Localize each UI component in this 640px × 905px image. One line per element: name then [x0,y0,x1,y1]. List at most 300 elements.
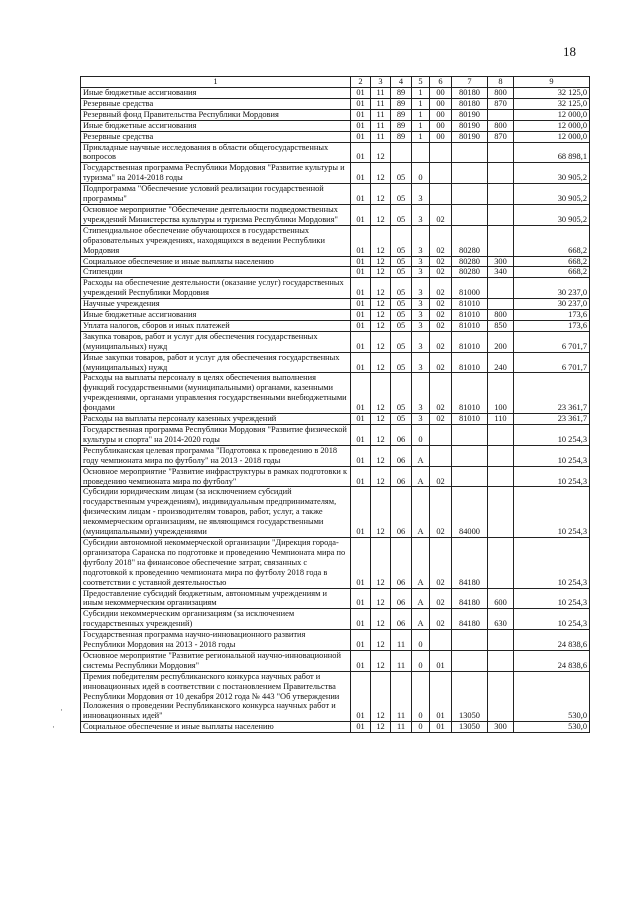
row-name: Расходы на выплаты персоналу в целях обеспечения выполнения функций государственными (муниципальными) органами, казенными учреждениями, органами управления государственными внебюджетными фондами [81,373,351,414]
row-code-c6: 00 [430,109,452,120]
row-name: Субсидии юридическим лицам (за исключением субсидий государственным учреждениям), индивидуальным предпринимателям, физическим лицам - производителям товаров, работ, услуг, а также некоммерческим организациям, не являющимся государственными (муниципальными) учреждениями [81,487,351,538]
row-code-c3: 12 [371,630,391,651]
row-code-c2: 01 [351,256,371,267]
row-code-c3: 12 [371,609,391,630]
row-sum: 668,2 [514,225,590,256]
header-cell-8: 8 [488,77,514,88]
row-code-c4 [391,142,412,163]
row-code-c4: 05 [391,299,412,310]
row-code-c5: 3 [412,310,430,321]
row-sum: 530,0 [514,722,590,733]
row-code-c6: 02 [430,267,452,278]
row-name: Социальное обеспечение и иные выплаты населению [81,256,351,267]
budget-table [80,76,590,733]
row-code-c3: 12 [371,487,391,538]
table-row [81,466,590,487]
row-code-c5: 0 [412,671,430,722]
row-code-c4: 05 [391,256,412,267]
row-code-c6: 02 [430,588,452,609]
header-cell-3: 3 [371,77,391,88]
header-cell-9: 9 [514,77,590,88]
row-code-c6: 00 [430,98,452,109]
row-code-c5: 3 [412,299,430,310]
row-code-c7: 80180 [452,88,488,99]
table-row [81,204,590,225]
row-name: Основное мероприятие "Развитие региональной научно-инновационной системы Республики Мордовия" [81,650,351,671]
table-row [81,98,590,109]
table-row [81,609,590,630]
row-code-c6: 02 [430,331,452,352]
row-code-c7: 13050 [452,722,488,733]
row-code-c5: А [412,487,430,538]
row-code-c4: 05 [391,184,412,205]
row-name: Государственная программа Республики Мордовия "Развитие физической культуры и спорта" на 2014-2020 годы [81,425,351,446]
row-code-c2: 01 [351,320,371,331]
header-cell-2: 2 [351,77,371,88]
row-code-c3: 12 [371,650,391,671]
row-code-c6: 02 [430,256,452,267]
row-name: Премия победителям республиканского конкурса научных работ и инновационных идей в соответствии с постановлением Правительства Республики Мордовия от 10 декабря 2012 года № 443 "Об утверждении Положения о проведении Республиканского конкурса научных работ и инновационных идей" [81,671,351,722]
header-cell-5: 5 [412,77,430,88]
row-code-c3: 11 [371,120,391,131]
row-code-c8: 870 [488,131,514,142]
row-code-c7: 84180 [452,588,488,609]
row-name: Иные закупки товаров, работ и услуг для обеспечения государственных (муниципальных) нужд [81,352,351,373]
row-sum: 30 237,0 [514,278,590,299]
row-code-c8: 340 [488,267,514,278]
row-code-c3: 12 [371,537,391,588]
row-code-c6: 02 [430,299,452,310]
row-code-c6 [430,630,452,651]
row-name: Резервный фонд Правительства Республики Мордовия [81,109,351,120]
row-code-c6 [430,142,452,163]
row-code-c6: 02 [430,278,452,299]
row-code-c4: 05 [391,331,412,352]
row-code-c3: 12 [371,278,391,299]
page-number: 18 [563,44,576,59]
row-name: Резервные средства [81,131,351,142]
row-code-c6: 01 [430,650,452,671]
row-code-c2: 01 [351,487,371,538]
row-code-c7: 80180 [452,98,488,109]
row-code-c8 [488,299,514,310]
row-code-c4: 06 [391,445,412,466]
row-code-c5: 1 [412,88,430,99]
row-code-c8 [488,445,514,466]
row-code-c3: 12 [371,184,391,205]
row-sum: 10 254,3 [514,445,590,466]
row-code-c2: 01 [351,445,371,466]
row-code-c7: 81010 [452,331,488,352]
row-code-c3: 12 [371,425,391,446]
row-code-c3: 12 [371,352,391,373]
row-code-c3: 12 [371,331,391,352]
row-code-c5: 3 [412,373,430,414]
row-sum: 12 000,0 [514,120,590,131]
row-code-c2: 01 [351,184,371,205]
row-name: Научные учреждения [81,299,351,310]
row-name: Социальное обеспечение и иные выплаты населению [81,722,351,733]
row-code-c6: 01 [430,722,452,733]
table-row [81,225,590,256]
row-code-c7 [452,163,488,184]
row-code-c4: 05 [391,320,412,331]
row-code-c3: 12 [371,163,391,184]
row-code-c8: 630 [488,609,514,630]
row-name: Субсидии автономной некоммерческой организации "Дирекция города-организатора Саранска по подготовке и проведению Чемпионата мира по футболу 2018" на финансовое обеспечение затрат, связанных с подготовкой к проведению чемпионата мира по футболу 2018 года в соответствии с уставной деятельностью [81,537,351,588]
row-code-c4: 06 [391,466,412,487]
row-code-c7 [452,204,488,225]
row-code-c5 [412,142,430,163]
row-code-c8: 200 [488,331,514,352]
row-code-c2: 01 [351,278,371,299]
row-code-c5: 3 [412,204,430,225]
row-code-c5: 3 [412,331,430,352]
table-row [81,352,590,373]
row-code-c2: 01 [351,88,371,99]
header-cell-4: 4 [391,77,412,88]
row-code-c5: 0 [412,425,430,446]
row-code-c3: 12 [371,267,391,278]
row-code-c7: 13050 [452,671,488,722]
row-code-c5: 3 [412,184,430,205]
row-code-c3: 12 [371,373,391,414]
table-row [81,109,590,120]
row-code-c3: 11 [371,109,391,120]
row-code-c6 [430,163,452,184]
row-code-c4: 11 [391,630,412,651]
row-code-c2: 01 [351,537,371,588]
row-code-c4: 89 [391,109,412,120]
row-code-c2: 01 [351,331,371,352]
row-code-c3: 12 [371,414,391,425]
row-code-c4: 05 [391,204,412,225]
table-row [81,120,590,131]
row-sum: 173,6 [514,310,590,321]
header-cell-1: 1 [81,77,351,88]
row-name: Расходы на выплаты персоналу казенных учреждений [81,414,351,425]
table-row [81,650,590,671]
row-code-c4: 05 [391,267,412,278]
row-code-c5: 3 [412,278,430,299]
row-code-c2: 01 [351,267,371,278]
row-code-c6: 02 [430,609,452,630]
row-code-c3: 12 [371,722,391,733]
table-row [81,630,590,651]
table-row [81,184,590,205]
table-row [81,722,590,733]
row-code-c6: 02 [430,225,452,256]
row-code-c6: 02 [430,466,452,487]
row-sum: 24 838,6 [514,630,590,651]
row-code-c5: 3 [412,414,430,425]
table-row [81,320,590,331]
row-code-c4: 89 [391,120,412,131]
row-code-c6: 02 [430,352,452,373]
row-code-c3: 12 [371,256,391,267]
row-name: Стипендиальное обеспечение обучающихся в государственных образовательных учреждениях, находящихся в ведении Республики Мордовия [81,225,351,256]
row-code-c2: 01 [351,98,371,109]
row-sum: 6 701,7 [514,331,590,352]
row-name: Резервные средства [81,98,351,109]
row-code-c5: А [412,537,430,588]
table-row [81,425,590,446]
row-code-c8 [488,630,514,651]
row-name: Закупка товаров, работ и услуг для обеспечения государственных (муниципальных) нужд [81,331,351,352]
row-code-c7: 80280 [452,225,488,256]
row-name: Иные бюджетные ассигнования [81,88,351,99]
row-code-c8 [488,142,514,163]
row-name: Основное мероприятие "Развитие инфраструктуры в рамках подготовки к проведению чемпионата мира по футболу" [81,466,351,487]
row-code-c8 [488,278,514,299]
row-sum: 6 701,7 [514,352,590,373]
row-code-c3: 12 [371,225,391,256]
row-code-c6: 02 [430,320,452,331]
row-code-c5: 1 [412,109,430,120]
row-code-c3: 12 [371,588,391,609]
row-code-c7: 80280 [452,256,488,267]
row-code-c2: 01 [351,163,371,184]
row-name: Иные бюджетные ассигнования [81,120,351,131]
row-sum: 30 905,2 [514,184,590,205]
row-code-c7: 84180 [452,537,488,588]
row-code-c7: 80280 [452,267,488,278]
row-code-c7: 80190 [452,120,488,131]
row-sum: 32 125,0 [514,88,590,99]
row-code-c6: 00 [430,88,452,99]
row-code-c2: 01 [351,131,371,142]
row-code-c5: 1 [412,120,430,131]
row-code-c8: 870 [488,98,514,109]
row-code-c8: 600 [488,588,514,609]
row-name: Государственная программа Республики Мордовия "Развитие культуры и туризма" на 2014-2018 годы [81,163,351,184]
row-sum: 173,6 [514,320,590,331]
row-code-c6 [430,425,452,446]
row-code-c2: 01 [351,630,371,651]
table-row [81,537,590,588]
row-sum: 10 254,3 [514,425,590,446]
row-code-c7: 84180 [452,609,488,630]
row-code-c2: 01 [351,142,371,163]
row-code-c5: 3 [412,352,430,373]
margin-mark: · [52,722,55,732]
row-code-c8: 300 [488,722,514,733]
row-code-c3: 12 [371,204,391,225]
row-name: Государственная программа научно-инновационного развития Республики Мордовия на 2013 - 2018 годы [81,630,351,651]
row-code-c2: 01 [351,466,371,487]
row-code-c2: 01 [351,299,371,310]
row-code-c4: 11 [391,671,412,722]
row-code-c2: 01 [351,204,371,225]
row-code-c2: 01 [351,373,371,414]
table-row [81,278,590,299]
table-row [81,256,590,267]
row-code-c5: 0 [412,722,430,733]
row-code-c8 [488,650,514,671]
row-code-c2: 01 [351,722,371,733]
row-code-c8 [488,109,514,120]
row-name: Расходы на обеспечение деятельности (оказание услуг) государственных учреждений Республики Мордовия [81,278,351,299]
row-code-c7 [452,630,488,651]
row-code-c4: 89 [391,131,412,142]
row-code-c7 [452,466,488,487]
row-code-c5: 0 [412,163,430,184]
row-code-c5: А [412,466,430,487]
row-code-c4: 06 [391,537,412,588]
row-name: Субсидии некоммерческим организациям (за исключением государственных учреждений) [81,609,351,630]
row-code-c8 [488,425,514,446]
row-sum: 12 000,0 [514,131,590,142]
row-code-c8 [488,537,514,588]
row-code-c2: 01 [351,120,371,131]
row-code-c5: А [412,609,430,630]
row-code-c8: 110 [488,414,514,425]
table-row [81,373,590,414]
row-sum: 10 254,3 [514,537,590,588]
row-code-c4: 06 [391,609,412,630]
row-code-c6: 02 [430,310,452,321]
row-code-c2: 01 [351,225,371,256]
row-name: Подпрограмма "Обеспечение условий реализации государственной программы" [81,184,351,205]
row-code-c2: 01 [351,588,371,609]
row-code-c5: 3 [412,256,430,267]
row-code-c2: 01 [351,609,371,630]
row-code-c4: 89 [391,98,412,109]
row-code-c3: 12 [371,466,391,487]
table-row [81,88,590,99]
row-code-c2: 01 [351,414,371,425]
row-code-c6: 02 [430,373,452,414]
row-code-c2: 01 [351,671,371,722]
table-row [81,414,590,425]
row-code-c7: 81010 [452,352,488,373]
row-sum: 23 361,7 [514,373,590,414]
row-code-c6: 00 [430,131,452,142]
row-sum: 530,0 [514,671,590,722]
row-name: Предоставление субсидий бюджетным, автономным учреждениям и иным некоммерческим организациям [81,588,351,609]
row-code-c4: 06 [391,588,412,609]
table-row [81,487,590,538]
row-code-c8: 850 [488,320,514,331]
row-code-c3: 11 [371,88,391,99]
row-code-c5: 3 [412,225,430,256]
row-code-c7 [452,650,488,671]
row-code-c3: 11 [371,131,391,142]
row-code-c2: 01 [351,650,371,671]
row-sum: 10 254,3 [514,588,590,609]
row-code-c6: 01 [430,671,452,722]
row-sum: 68 898,1 [514,142,590,163]
row-sum: 10 254,3 [514,609,590,630]
row-sum: 12 000,0 [514,109,590,120]
table-row [81,588,590,609]
row-code-c3: 12 [371,310,391,321]
row-sum: 668,2 [514,267,590,278]
header-row [81,77,590,88]
row-code-c4: 05 [391,352,412,373]
table-row [81,671,590,722]
row-name: Прикладные научные исследования в области общегосударственных вопросов [81,142,351,163]
table-row [81,445,590,466]
row-code-c2: 01 [351,109,371,120]
row-code-c3: 12 [371,142,391,163]
table-row [81,131,590,142]
row-code-c7 [452,142,488,163]
row-sum: 23 361,7 [514,414,590,425]
row-code-c7 [452,184,488,205]
row-code-c7: 81010 [452,320,488,331]
row-code-c6: 02 [430,204,452,225]
row-code-c3: 12 [371,299,391,310]
row-sum: 32 125,0 [514,98,590,109]
row-code-c8: 800 [488,120,514,131]
row-sum: 10 254,3 [514,487,590,538]
row-name: Уплата налогов, сборов и иных платежей [81,320,351,331]
table-row [81,310,590,321]
row-code-c5: 0 [412,650,430,671]
row-code-c3: 12 [371,445,391,466]
row-code-c8: 800 [488,88,514,99]
row-code-c6 [430,445,452,466]
row-code-c5: 1 [412,131,430,142]
row-code-c8 [488,204,514,225]
row-code-c7: 81010 [452,414,488,425]
row-code-c8 [488,163,514,184]
row-code-c4: 11 [391,650,412,671]
row-code-c6: 02 [430,487,452,538]
table-row [81,142,590,163]
table-row [81,267,590,278]
row-code-c2: 01 [351,310,371,321]
row-code-c8: 800 [488,310,514,321]
row-code-c2: 01 [351,425,371,446]
row-code-c8 [488,184,514,205]
header-cell-6: 6 [430,77,452,88]
row-code-c3: 11 [371,98,391,109]
row-code-c4: 11 [391,722,412,733]
row-code-c8: 240 [488,352,514,373]
row-name: Иные бюджетные ассигнования [81,310,351,321]
row-code-c2: 01 [351,352,371,373]
row-code-c5: 3 [412,267,430,278]
row-code-c5: 1 [412,98,430,109]
row-code-c8: 300 [488,256,514,267]
row-sum: 10 254,3 [514,466,590,487]
row-code-c5: А [412,445,430,466]
row-code-c4: 05 [391,225,412,256]
row-code-c4: 05 [391,163,412,184]
row-code-c5: 0 [412,630,430,651]
row-sum: 668,2 [514,256,590,267]
row-code-c8 [488,225,514,256]
row-sum: 24 838,6 [514,650,590,671]
row-code-c8 [488,487,514,538]
row-code-c4: 89 [391,88,412,99]
margin-mark: · [60,705,63,715]
row-code-c4: 06 [391,487,412,538]
row-code-c8: 100 [488,373,514,414]
row-code-c7: 80190 [452,109,488,120]
row-code-c7: 81010 [452,310,488,321]
table-row [81,299,590,310]
header-cell-7: 7 [452,77,488,88]
row-code-c4: 06 [391,425,412,446]
row-code-c8 [488,671,514,722]
row-code-c7: 81000 [452,278,488,299]
row-sum: 30 905,2 [514,163,590,184]
row-code-c3: 12 [371,320,391,331]
row-name: Стипендии [81,267,351,278]
